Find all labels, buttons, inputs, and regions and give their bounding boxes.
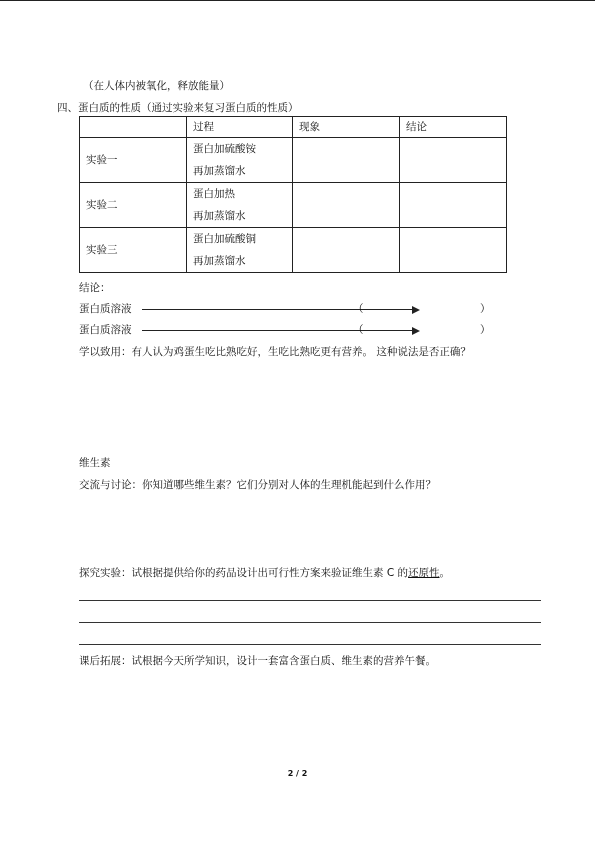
- extension-question: 课后拓展：试根据今天所学知识，设计一套富含蛋白质、维生素的营养午餐。: [79, 655, 436, 667]
- vitamin-title: 维生素: [79, 457, 111, 469]
- process-step: 再加蒸馏水: [193, 165, 246, 177]
- arrow-shaft: [142, 309, 414, 310]
- arrow-shaft: [142, 330, 414, 331]
- table-header-row: [80, 117, 507, 138]
- blank-open-paren: （: [353, 303, 364, 315]
- answer-line: [79, 644, 541, 645]
- process-step: 蛋白加硫酸铜: [193, 233, 256, 245]
- process-step: 蛋白加硫酸铵: [193, 143, 256, 155]
- experiment-name: 实验二: [80, 183, 187, 228]
- table-header-cell: 现象: [293, 117, 400, 138]
- conclusion-cell: [400, 138, 507, 183]
- blank-close-paren: ）: [480, 303, 491, 315]
- arrow-source-label: 蛋白质溶液: [79, 303, 132, 315]
- blank-close-paren: ）: [480, 324, 491, 336]
- arrow-source-label: 蛋白质溶液: [79, 324, 132, 336]
- table-header-cell: 过程: [187, 117, 293, 138]
- phenomenon-cell: [293, 138, 400, 183]
- page-number: 2 / 2: [287, 769, 308, 778]
- explore-question: [79, 566, 450, 580]
- answer-line: [79, 600, 541, 601]
- table-row: [80, 228, 507, 273]
- arrow-head-icon: [412, 306, 420, 314]
- table-row: [80, 138, 507, 183]
- phenomenon-cell: [293, 228, 400, 273]
- arrow-head-icon: [412, 327, 420, 335]
- process-step: 再加蒸馏水: [193, 255, 246, 267]
- process-step: 蛋白加热: [193, 188, 235, 200]
- explore-suffix: 。: [439, 567, 451, 579]
- header-rule: [0, 0, 595, 1]
- table-header-cell: [80, 117, 187, 138]
- phenomenon-cell: [293, 183, 400, 228]
- answer-line: [79, 622, 541, 623]
- explore-underlined: 还原性: [408, 567, 440, 579]
- experiment-process: [187, 228, 293, 273]
- conclusion-cell: [400, 228, 507, 273]
- experiment-name: 实验三: [80, 228, 187, 273]
- table-row: [80, 183, 507, 228]
- section4-title: 四、蛋白质的性质（通过实验来复习蛋白质的性质）: [57, 102, 299, 114]
- experiment-name: 实验一: [80, 138, 187, 183]
- table-header-cell: 结论: [400, 117, 507, 138]
- process-step: 再加蒸馏水: [193, 210, 246, 222]
- apply-question: 学以致用：有人认为鸡蛋生吃比熟吃好，生吃比熟吃更有营养。 这种说法是否正确？: [79, 346, 471, 358]
- experiment-process: [187, 183, 293, 228]
- conclusion-cell: [400, 183, 507, 228]
- discussion-question: 交流与讨论：你知道哪些维生素？它们分别对人体的生理机能起到什么作用？: [79, 479, 436, 491]
- experiment-process: [187, 138, 293, 183]
- intro-note: （在人体内被氧化，释放能量）: [83, 80, 230, 92]
- experiment-table: [79, 116, 507, 273]
- blank-open-paren: （: [353, 324, 364, 336]
- arrow-row: [79, 302, 519, 316]
- conclusion-label: 结论：: [79, 282, 111, 294]
- explore-prefix: 探究实验：试根据提供给你的药品设计出可行性方案来验证维生素 C 的: [79, 567, 409, 579]
- arrow-row: [79, 323, 519, 337]
